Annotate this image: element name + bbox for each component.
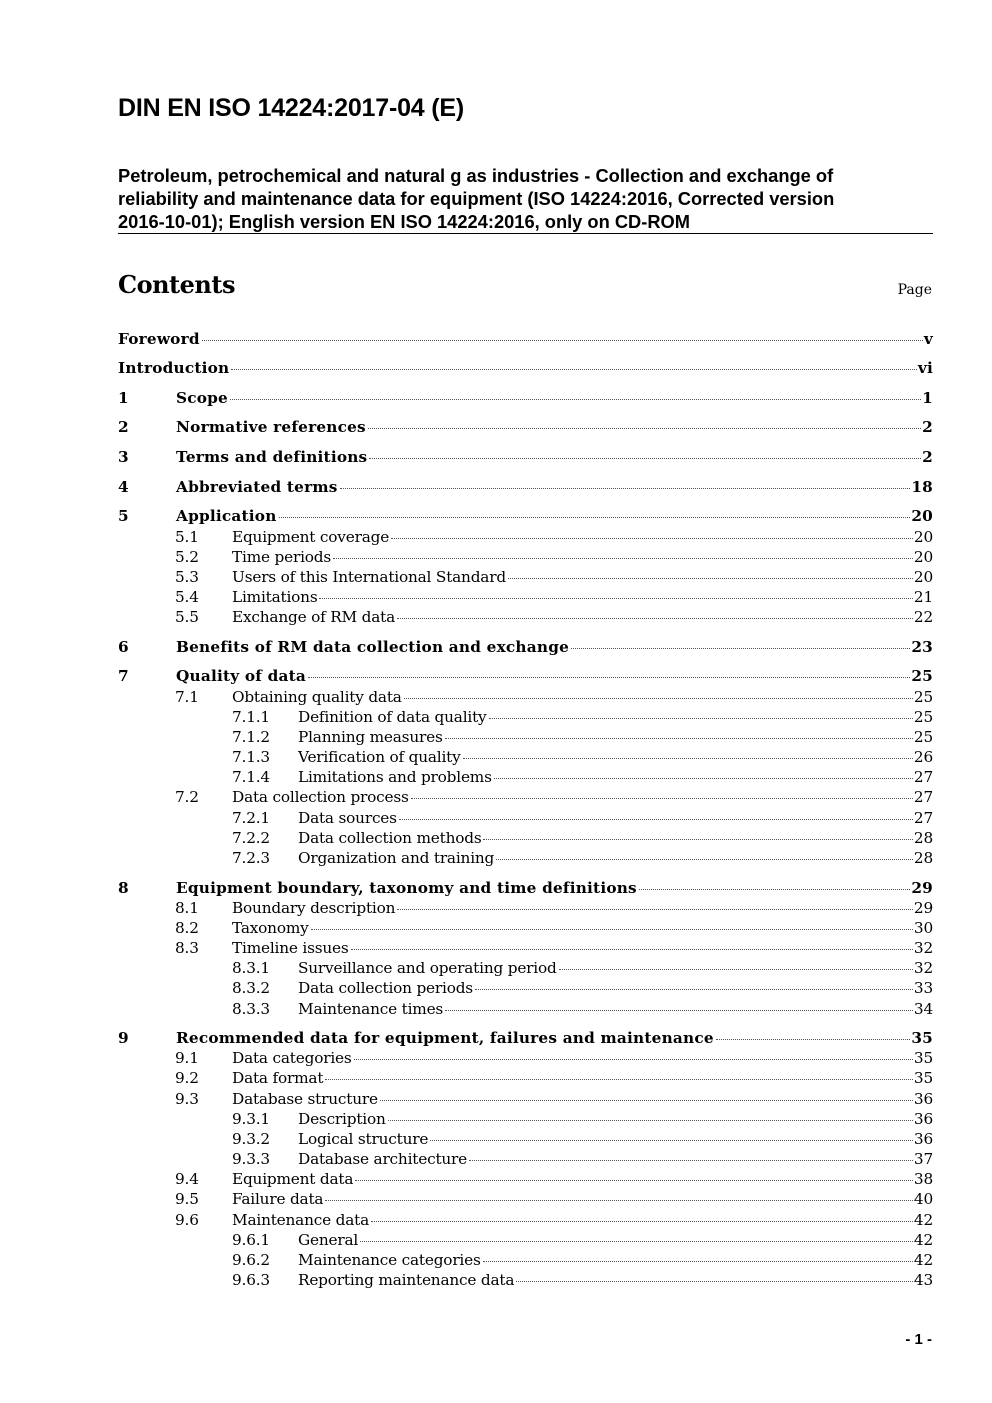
toc-entry-number: 5.3 xyxy=(175,568,199,586)
toc-entry-page: 36 xyxy=(913,1130,933,1148)
toc-dot-leader xyxy=(333,558,913,559)
toc-dot-leader xyxy=(489,718,913,719)
toc-entry[interactable] xyxy=(118,727,933,747)
toc-entry-title: Quality of data xyxy=(176,667,306,685)
toc-entry-title: Equipment data xyxy=(232,1170,354,1188)
toc-entry[interactable] xyxy=(118,567,933,587)
toc-entry-page: 27 xyxy=(913,788,933,806)
toc-dot-leader xyxy=(639,889,910,890)
toc-dot-leader xyxy=(559,969,913,970)
toc-entry-title: Users of this International Standard xyxy=(232,568,506,586)
toc-dot-leader xyxy=(508,578,913,579)
toc-dot-leader xyxy=(430,1140,913,1141)
toc-entry[interactable] xyxy=(118,808,933,828)
toc-entry[interactable] xyxy=(118,607,933,627)
toc-entry-number: 9.3.2 xyxy=(232,1130,270,1148)
toc-entry[interactable] xyxy=(118,358,933,378)
toc-entry-page: 20 xyxy=(913,548,933,566)
toc-entry-page: 36 xyxy=(913,1090,933,1108)
toc-entry-number: 9.6.1 xyxy=(232,1231,270,1249)
toc-dot-leader xyxy=(397,909,913,910)
toc-dot-leader xyxy=(445,1010,913,1011)
toc-dot-leader xyxy=(399,819,913,820)
toc-entry[interactable] xyxy=(118,329,933,349)
toc-entry[interactable] xyxy=(118,958,933,978)
toc-entry-number: 7.1.3 xyxy=(232,748,270,766)
toc-dot-leader xyxy=(397,618,913,619)
toc-entry-page: 2 xyxy=(922,448,933,466)
toc-dot-leader xyxy=(369,458,921,459)
toc-entry-page: 23 xyxy=(911,638,933,656)
toc-dot-leader xyxy=(354,1059,913,1060)
toc-entry-page: 33 xyxy=(913,979,933,997)
toc-entry[interactable] xyxy=(118,587,933,607)
toc-entry-number: 6 xyxy=(118,638,129,656)
toc-dot-leader xyxy=(380,1100,913,1101)
toc-dot-leader xyxy=(475,989,913,990)
toc-entry-number: 7.1.2 xyxy=(232,728,270,746)
toc-dot-leader xyxy=(388,1120,913,1121)
toc-entry-number: 3 xyxy=(118,448,129,466)
toc-entry[interactable] xyxy=(118,1149,933,1169)
subtitle-line: Petroleum, petrochemical and natural g as industries - Collection and exchange of xyxy=(118,165,834,186)
toc-entry-number: 5.4 xyxy=(175,588,199,606)
toc-entry-number: 9.3 xyxy=(175,1090,199,1108)
toc-entry-number: 9.1 xyxy=(175,1049,199,1067)
toc-dot-leader xyxy=(469,1160,913,1161)
toc-entry-page: 18 xyxy=(911,478,933,496)
toc-entry[interactable] xyxy=(118,447,933,467)
toc-entry-title: Description xyxy=(298,1110,386,1128)
toc-entry-title: Maintenance times xyxy=(298,1000,444,1018)
toc-entry-page: 21 xyxy=(913,588,933,606)
toc-entry-page: 42 xyxy=(913,1251,933,1269)
toc-entry-title: Normative references xyxy=(176,418,366,436)
toc-entry-number: 9.3.3 xyxy=(232,1150,270,1168)
toc-entry-page: 32 xyxy=(913,939,933,957)
toc-entry-page: 25 xyxy=(911,667,933,685)
contents-heading: Contents xyxy=(118,270,235,299)
toc-dot-leader xyxy=(496,859,913,860)
toc-entry[interactable] xyxy=(118,747,933,767)
toc-dot-leader xyxy=(716,1039,911,1040)
toc-dot-leader xyxy=(411,798,913,799)
toc-entry[interactable] xyxy=(118,898,933,918)
toc-dot-leader xyxy=(231,369,917,370)
toc-entry-page: 29 xyxy=(913,899,933,917)
toc-entry-title: Obtaining quality data xyxy=(232,688,402,706)
toc-entry[interactable] xyxy=(118,1028,933,1048)
toc-entry-number: 7.2 xyxy=(175,788,199,806)
toc-entry-title: Maintenance categories xyxy=(298,1251,481,1269)
toc-entry-number: 8 xyxy=(118,879,129,897)
header-divider xyxy=(118,233,933,234)
toc-entry-number: 5.2 xyxy=(175,548,199,566)
toc-entry-page: 38 xyxy=(913,1170,933,1188)
toc-entry[interactable] xyxy=(118,637,933,657)
toc-entry-title: Data format xyxy=(232,1069,324,1087)
toc-entry[interactable] xyxy=(118,388,933,408)
toc-entry-title: Data sources xyxy=(298,809,397,827)
toc-entry-number: 2 xyxy=(118,418,129,436)
toc-dot-leader xyxy=(494,778,913,779)
toc-entry-title: Database architecture xyxy=(298,1150,468,1168)
toc-entry-title: Logical structure xyxy=(298,1130,429,1148)
toc-entry-title: Planning measures xyxy=(298,728,443,746)
toc-entry[interactable] xyxy=(118,1109,933,1129)
toc-entry-number: 4 xyxy=(118,478,129,496)
toc-entry-number: 8.3.2 xyxy=(232,979,270,997)
document-subtitle xyxy=(118,164,933,233)
toc-dot-leader xyxy=(355,1180,913,1181)
toc-entry-page: 29 xyxy=(911,879,933,897)
toc-dot-leader xyxy=(351,949,913,950)
toc-dot-leader xyxy=(230,399,921,400)
toc-entry-title: Timeline issues xyxy=(232,939,349,957)
toc-entry-page: vi xyxy=(917,359,933,377)
toc-dot-leader xyxy=(308,677,910,678)
toc-entry-number: 9.6 xyxy=(175,1211,199,1229)
toc-entry[interactable] xyxy=(118,1048,933,1068)
toc-entry[interactable] xyxy=(118,918,933,938)
toc-dot-leader xyxy=(319,598,912,599)
toc-entry[interactable] xyxy=(118,848,933,868)
toc-entry-title: Time periods xyxy=(232,548,332,566)
toc-entry-page: 34 xyxy=(913,1000,933,1018)
toc-dot-leader xyxy=(516,1281,913,1282)
toc-entry-page: 20 xyxy=(913,568,933,586)
toc-entry[interactable] xyxy=(118,417,933,437)
toc-dot-leader xyxy=(371,1221,913,1222)
toc-entry-title: Surveillance and operating period xyxy=(298,959,557,977)
toc-entry-title: Data categories xyxy=(232,1049,352,1067)
toc-dot-leader xyxy=(325,1079,913,1080)
toc-entry-page: 37 xyxy=(913,1150,933,1168)
toc-entry-number: 9.6.2 xyxy=(232,1251,270,1269)
toc-entry-title: Limitations xyxy=(232,588,318,606)
toc-entry-number: 5.1 xyxy=(175,528,199,546)
toc-entry-title: Verification of quality xyxy=(298,748,461,766)
toc-entry-title: General xyxy=(298,1231,359,1249)
toc-entry-title: Introduction xyxy=(118,359,230,377)
toc-entry-page: 43 xyxy=(913,1271,933,1289)
toc-entry-page: 27 xyxy=(913,768,933,786)
toc-entry-page: 25 xyxy=(913,728,933,746)
toc-entry[interactable] xyxy=(118,477,933,497)
toc-entry-number: 7.2.3 xyxy=(232,849,270,867)
toc-dot-leader xyxy=(325,1200,913,1201)
toc-dot-leader xyxy=(340,488,911,489)
toc-dot-leader xyxy=(483,839,912,840)
document-id: DIN EN ISO 14224:2017-04 (E) xyxy=(118,94,464,122)
toc-entry[interactable] xyxy=(118,878,933,898)
toc-entry-title: Recommended data for equipment, failures and maintenance xyxy=(176,1029,714,1047)
toc-dot-leader xyxy=(463,758,913,759)
toc-entry-page: 42 xyxy=(913,1231,933,1249)
toc-entry-title: Equipment boundary, taxonomy and time definitions xyxy=(176,879,637,897)
toc-entry[interactable] xyxy=(118,1270,933,1290)
toc-entry-number: 9 xyxy=(118,1029,129,1047)
toc-entry-page: 40 xyxy=(913,1190,933,1208)
toc-entry-number: 9.6.3 xyxy=(232,1271,270,1289)
toc-entry-title: Scope xyxy=(176,389,228,407)
toc-dot-leader xyxy=(279,517,911,518)
toc-entry-page: 35 xyxy=(911,1029,933,1047)
toc-entry-title: Organization and training xyxy=(298,849,495,867)
toc-entry-page: 20 xyxy=(913,528,933,546)
toc-entry-title: Taxonomy xyxy=(232,919,309,937)
toc-entry-number: 7.1 xyxy=(175,688,199,706)
toc-entry-page: 26 xyxy=(913,748,933,766)
toc-entry-title: Database structure xyxy=(232,1090,378,1108)
toc-entry-page: 25 xyxy=(913,688,933,706)
toc-entry-page: 28 xyxy=(913,849,933,867)
toc-dot-leader xyxy=(483,1261,913,1262)
toc-entry-title: Failure data xyxy=(232,1190,324,1208)
toc-entry-title: Reporting maintenance data xyxy=(298,1271,515,1289)
toc-entry[interactable] xyxy=(118,1210,933,1230)
toc-entry-title: Equipment coverage xyxy=(232,528,390,546)
toc-entry-page: 2 xyxy=(922,418,933,436)
toc-entry-page: 25 xyxy=(913,708,933,726)
toc-entry-title: Definition of data quality xyxy=(298,708,487,726)
toc-entry-title: Limitations and problems xyxy=(298,768,492,786)
toc-entry-number: 8.2 xyxy=(175,919,199,937)
toc-entry[interactable] xyxy=(118,1250,933,1270)
toc-entry-number: 7.1.1 xyxy=(232,708,270,726)
toc-entry-page: 32 xyxy=(913,959,933,977)
page-number: - 1 - xyxy=(905,1331,932,1348)
toc-entry[interactable] xyxy=(118,666,933,686)
toc-entry-title: Exchange of RM data xyxy=(232,608,396,626)
toc-entry[interactable] xyxy=(118,1089,933,1109)
toc-entry-page: 35 xyxy=(913,1049,933,1067)
toc-entry[interactable] xyxy=(118,687,933,707)
toc-entry-title: Benefits of RM data collection and exchange xyxy=(176,638,570,656)
toc-entry[interactable] xyxy=(118,978,933,998)
toc-dot-leader xyxy=(445,738,913,739)
toc-entry[interactable] xyxy=(118,1129,933,1149)
toc-entry-number: 7.1.4 xyxy=(232,768,270,786)
toc-entry-title: Abbreviated terms xyxy=(176,478,338,496)
toc-entry[interactable] xyxy=(118,506,933,526)
toc-entry-number: 8.3.3 xyxy=(232,1000,270,1018)
toc-entry-title: Terms and definitions xyxy=(176,448,368,466)
toc-entry[interactable] xyxy=(118,1068,933,1088)
toc-dot-leader xyxy=(360,1241,913,1242)
toc-entry[interactable] xyxy=(118,938,933,958)
toc-dot-leader xyxy=(202,340,923,341)
toc-entry-page: 22 xyxy=(913,608,933,626)
toc-entry[interactable] xyxy=(118,547,933,567)
toc-entry[interactable] xyxy=(118,1189,933,1209)
toc-entry[interactable] xyxy=(118,527,933,547)
page-column-label: Page xyxy=(897,282,932,298)
toc-entry-page: v xyxy=(923,330,933,348)
toc-entry-page: 30 xyxy=(913,919,933,937)
toc-entry-page: 42 xyxy=(913,1211,933,1229)
toc-dot-leader xyxy=(391,538,913,539)
toc-entry-number: 7 xyxy=(118,667,129,685)
toc-entry-page: 28 xyxy=(913,829,933,847)
subtitle-line: 2016-10-01); English version EN ISO 14224:2016, only on CD-ROM xyxy=(118,211,690,232)
subtitle-line: reliability and maintenance data for equipment (ISO 14224:2016, Corrected version xyxy=(118,188,835,209)
toc-entry-number: 5 xyxy=(118,507,129,525)
toc-dot-leader xyxy=(368,428,921,429)
toc-dot-leader xyxy=(311,929,913,930)
toc-entry-page: 27 xyxy=(913,809,933,827)
toc-entry-number: 9.3.1 xyxy=(232,1110,270,1128)
toc-entry-title: Maintenance data xyxy=(232,1211,370,1229)
toc-entry-page: 35 xyxy=(913,1069,933,1087)
toc-entry-number: 5.5 xyxy=(175,608,199,626)
toc-entry[interactable] xyxy=(118,787,933,807)
toc-entry-title: Boundary description xyxy=(232,899,396,917)
toc-entry-page: 36 xyxy=(913,1110,933,1128)
toc-entry[interactable] xyxy=(118,707,933,727)
toc-entry[interactable] xyxy=(118,1230,933,1250)
toc-entry-number: 9.4 xyxy=(175,1170,199,1188)
toc-entry-number: 8.1 xyxy=(175,899,199,917)
toc-entry-title: Data collection process xyxy=(232,788,409,806)
toc-entry-number: 8.3 xyxy=(175,939,199,957)
toc-entry-number: 9.5 xyxy=(175,1190,199,1208)
toc-entry-number: 9.2 xyxy=(175,1069,199,1087)
toc-dot-leader xyxy=(571,648,910,649)
toc-entry-page: 1 xyxy=(922,389,933,407)
toc-dot-leader xyxy=(404,698,913,699)
toc-entry[interactable] xyxy=(118,999,933,1019)
toc-entry-title: Foreword xyxy=(118,330,200,348)
toc-entry[interactable] xyxy=(118,828,933,848)
toc-entry[interactable] xyxy=(118,767,933,787)
toc-entry-title: Data collection periods xyxy=(298,979,473,997)
toc-entry-page: 20 xyxy=(911,507,933,525)
toc-entry-title: Application xyxy=(176,507,277,525)
toc-entry[interactable] xyxy=(118,1169,933,1189)
toc-entry-number: 8.3.1 xyxy=(232,959,270,977)
toc-entry-number: 7.2.1 xyxy=(232,809,270,827)
toc-entry-number: 7.2.2 xyxy=(232,829,270,847)
toc-entry-title: Data collection methods xyxy=(298,829,482,847)
toc-entry-number: 1 xyxy=(118,389,129,407)
